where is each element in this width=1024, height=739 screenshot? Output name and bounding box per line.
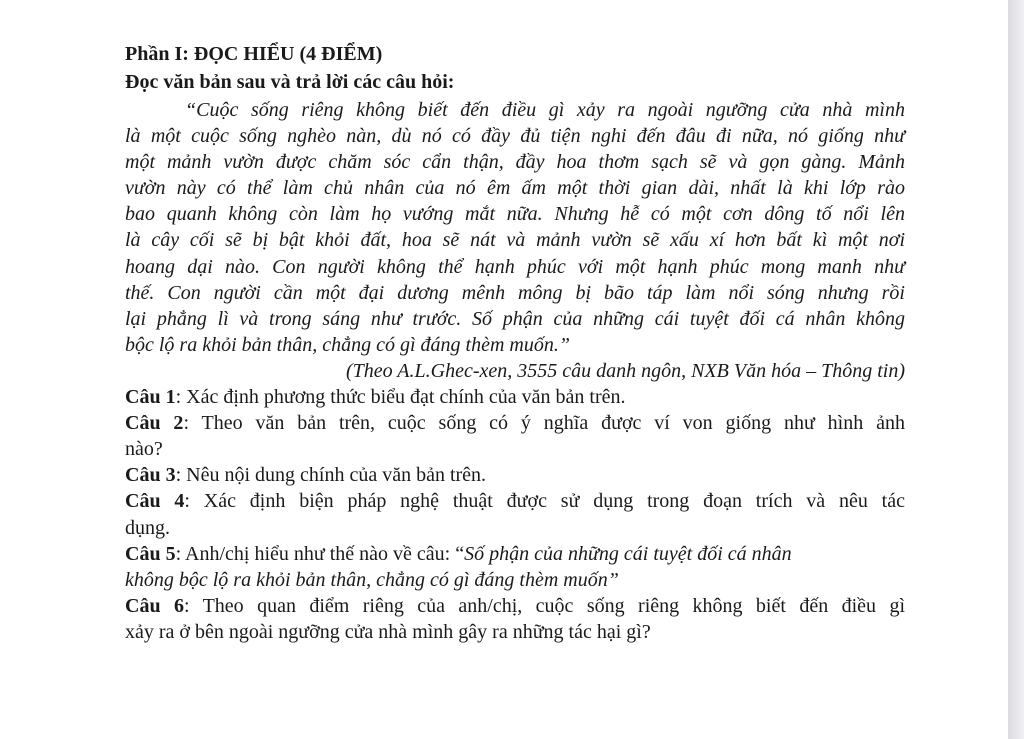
question-label: Câu 2 bbox=[125, 412, 184, 435]
question-text: : Theo quan điểm riêng của anh/chị, cuộc sống riêng không biết đến điều gì bbox=[183, 594, 906, 617]
question-3 bbox=[125, 462, 905, 488]
question-text: : Anh/chị hiểu như thế nào về câu: “ bbox=[175, 542, 465, 565]
passage-line: hoang dại nào. Con người không thể hạnh phúc với một hạnh phúc mong manh như bbox=[125, 255, 905, 278]
passage-line: là cây cối sẽ bị bật khỏi đất, hoa sẽ nát và mảnh vườn sẽ xấu xí hơn bất kì một nơi bbox=[125, 229, 905, 252]
question-text: xảy ra ở bên ngoài ngưỡng cửa nhà mình gây ra những tác hại gì? bbox=[125, 620, 651, 643]
section-heading: Phần I: ĐỌC HIỂU (4 ĐIỂM) bbox=[125, 43, 383, 65]
question-label: Câu 4 bbox=[125, 490, 185, 513]
question-label: Câu 6 bbox=[125, 594, 184, 617]
question-text: : Xác định biện pháp nghệ thuật được sử dụng trong đoạn trích và nêu tác bbox=[184, 490, 905, 513]
passage-line: bao quanh không còn làm họ vướng mắt nữa. Nhưng hễ có một cơn dông tố nổi lên bbox=[125, 203, 905, 226]
question-text: : Xác định phương thức biểu đạt chính của văn bản trên. bbox=[175, 386, 626, 409]
instruction-text: Đọc văn bản sau và trả lời các câu hỏi: bbox=[125, 71, 455, 93]
passage bbox=[125, 97, 905, 358]
document-content bbox=[125, 41, 905, 645]
question-label: Câu 3 bbox=[125, 464, 176, 487]
question-label: Câu 5 bbox=[125, 542, 176, 565]
question-text: không bộc lộ ra khỏi bản thân, chẳng có gì đáng thèm muốn” bbox=[125, 568, 619, 591]
question-2 bbox=[125, 410, 905, 462]
passage-line: là một cuộc sống nghèo nàn, dù nó có đầy đủ tiện nghi đến đâu đi nữa, nó giống như bbox=[125, 125, 905, 148]
question-text: dụng. bbox=[125, 516, 170, 539]
page-edge bbox=[1008, 0, 1024, 739]
question-text: nào? bbox=[125, 438, 163, 461]
passage-line: một mảnh vườn được chăm sóc cẩn thận, đầy hoa thơm sạch sẽ và gọn gàng. Mảnh bbox=[125, 151, 905, 174]
passage-line: “Cuộc sống riêng không biết đến điều gì xảy ra ngoài ngưỡng cửa nhà mình bbox=[185, 99, 905, 121]
question-1 bbox=[125, 384, 905, 410]
passage-line: thế. Con người cần một đại dương mênh mông bị bão táp làm nổi sóng nhưng rồi bbox=[125, 281, 905, 304]
question-quote: Số phận của những cái tuyệt đối cá nhân bbox=[464, 542, 792, 565]
passage-line: lại phẳng lì và trong sáng như trước. Số phận của những cái tuyệt đối cá nhân không bbox=[125, 307, 905, 330]
passage-line: bộc lộ ra khỏi bản thân, chẳng có gì đáng thèm muốn.” bbox=[125, 333, 570, 356]
question-label: Câu 1 bbox=[125, 386, 176, 409]
question-text: : Nêu nội dung chính của văn bản trên. bbox=[175, 464, 487, 487]
question-4 bbox=[125, 488, 905, 540]
question-5 bbox=[125, 541, 905, 593]
passage-line: vườn này có thể làm chủ nhân của nó êm ấm một thời gian dài, nhất là khi lớp rào bbox=[125, 177, 905, 200]
passage-source: (Theo A.L.Ghec-xen, 3555 câu danh ngôn, NXB Văn hóa – Thông tin) bbox=[345, 359, 905, 382]
question-text: : Theo văn bản trên, cuộc sống có ý nghĩa được ví von giống như hình ảnh bbox=[183, 412, 905, 435]
question-6 bbox=[125, 593, 905, 645]
